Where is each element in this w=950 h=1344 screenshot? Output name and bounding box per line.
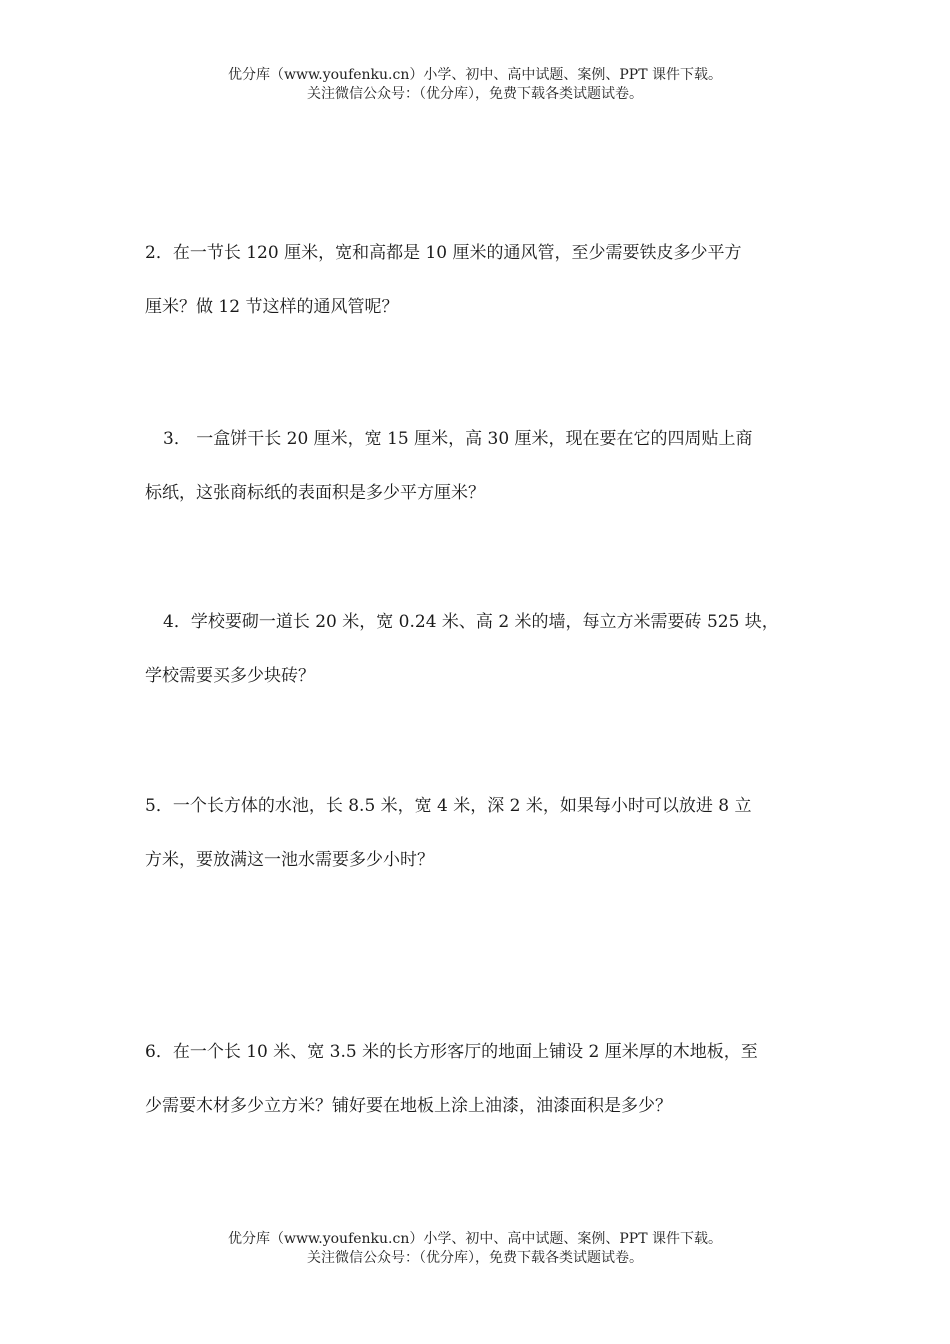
question-4-line-2: 学校需要买多少块砖？ bbox=[145, 666, 315, 686]
question-3 bbox=[145, 428, 810, 504]
question-3-line-1: 3． 一盒饼干长 20 厘米，宽 15 厘米，高 30 厘米，现在要在它的四周贴上商 bbox=[163, 429, 753, 449]
question-2-line-2: 厘米？做 12 节这样的通风管呢？ bbox=[145, 297, 399, 317]
header-line-1: 优分库（www.youfenku.cn）小学、初中、高中试题、案例、PPT 课件下载。 bbox=[227, 67, 722, 83]
question-6 bbox=[145, 1041, 810, 1117]
question-4 bbox=[145, 611, 810, 687]
page-header bbox=[0, 66, 950, 104]
question-5-line-2: 方米，要放满这一池水需要多少小时？ bbox=[145, 850, 434, 870]
page-footer bbox=[0, 1230, 950, 1268]
question-4-line-1: 4．学校要砌一道长 20 米，宽 0.24 米、高 2 米的墙，每立方米需要砖 525 块， bbox=[163, 612, 779, 632]
question-2 bbox=[145, 242, 810, 318]
question-5-line-1: 5．一个长方体的水池，长 8.5 米，宽 4 米，深 2 米，如果每小时可以放进 8 立 bbox=[145, 796, 752, 816]
question-5 bbox=[145, 795, 810, 871]
question-6-line-2: 少需要木材多少立方米？铺好要在地板上涂上油漆，油漆面积是多少？ bbox=[145, 1096, 672, 1116]
header-line-2: 关注微信公众号：（优分库），免费下载各类试题试卷。 bbox=[307, 86, 643, 102]
footer-line-1: 优分库（www.youfenku.cn）小学、初中、高中试题、案例、PPT 课件下载。 bbox=[227, 1231, 722, 1247]
question-6-line-1: 6．在一个长 10 米、宽 3.5 米的长方形客厅的地面上铺设 2 厘米厚的木地板，至 bbox=[145, 1042, 758, 1062]
footer-line-2: 关注微信公众号：（优分库），免费下载各类试题试卷。 bbox=[307, 1250, 643, 1266]
question-2-line-1: 2．在一节长 120 厘米，宽和高都是 10 厘米的通风管，至少需要铁皮多少平方 bbox=[145, 243, 742, 263]
question-3-line-2: 标纸，这张商标纸的表面积是多少平方厘米？ bbox=[145, 483, 485, 503]
